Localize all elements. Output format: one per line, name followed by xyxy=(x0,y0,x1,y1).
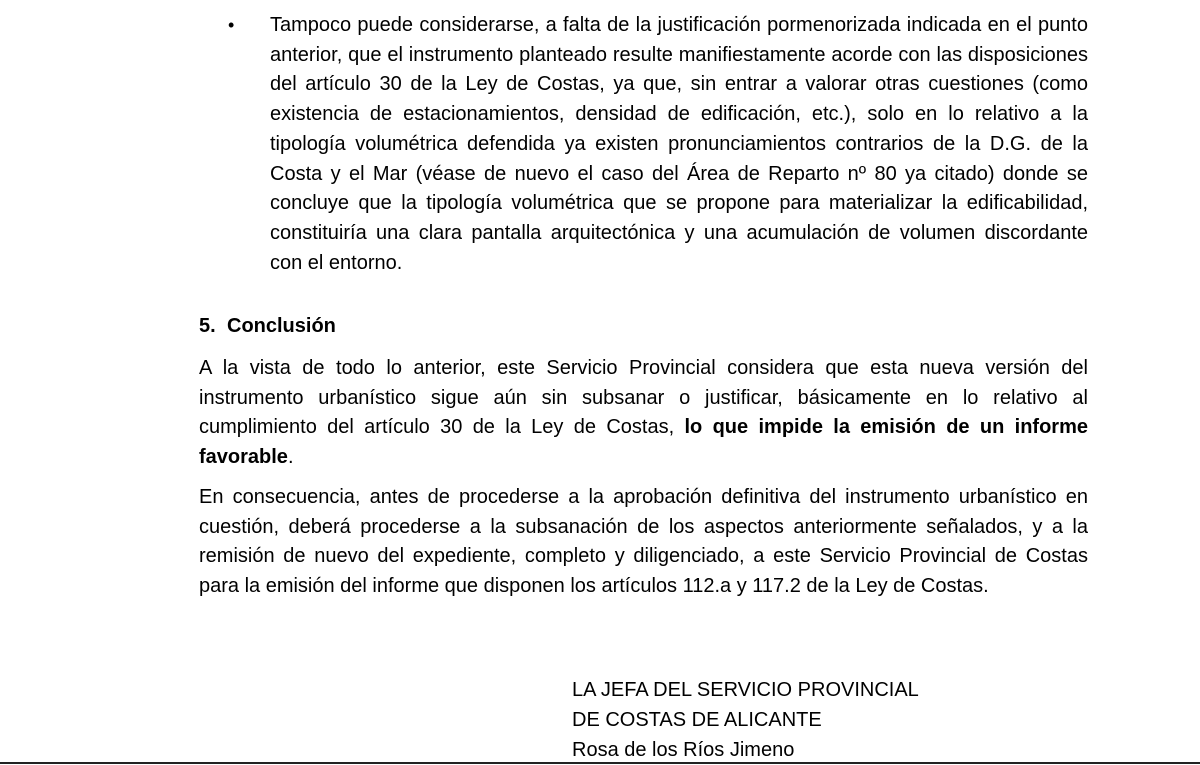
conclusion-paragraph-1 xyxy=(199,354,1088,473)
conclusion-bold-statement: lo que impide la emisión de un informe favorable xyxy=(199,416,1088,469)
page-bottom-divider xyxy=(0,762,1200,764)
signature-title-line-1: LA JEFA DEL SERVICIO PROVINCIAL xyxy=(572,679,919,701)
signature-name: Rosa de los Ríos Jimeno xyxy=(572,739,795,761)
section-heading xyxy=(199,312,336,340)
conclusion-text: A la vista de todo lo anterior, este Servicio Provincial considera que esta nueva versión del instrumento urbanístico sigue aún sin subsanar o justificar, básicamente en lo relativo al cumplimiento del artículo 30 de la Ley de Costas, xyxy=(199,357,1088,439)
section-title: Conclusión xyxy=(227,315,336,337)
conclusion-paragraph-2: En consecuencia, antes de procederse a la aprobación definitiva del instrumento urbanístico en cuestión, deberá procederse a la subsanación de los aspectos anteriormente señalados, y a la remisión de nuevo del expediente, completo y diligenciado, a este Servicio Provincial de Costas para la emisión del informe que disponen los artículos 112.a y 117.2 de la Ley de Costas. xyxy=(199,486,1088,598)
signature-title-line-2: DE COSTAS DE ALICANTE xyxy=(572,709,822,731)
conclusion-end: . xyxy=(287,446,294,469)
section-number: 5. xyxy=(199,315,216,337)
bullet-paragraph: Tampoco puede considerarse, a falta de la justificación pormenorizada indicada en el punto anterior, que el instrumento planteado resulte manifiestamente acorde con las disposiciones del artículo 30 de la Ley de Costas, ya que, sin entrar a valorar otras cuestiones (como existencia de estacionamientos, densidad de edificación, etc.), solo en lo relativo a la tipología volumétrica defendida ya existen pronunciamientos contrarios de la D.G. de la Costa y el Mar (véase de nuevo el caso del Área de Reparto nº 80 ya citado) donde se concluye que la tipología volumétrica que se propone para materializar la edificabilidad, constituiría una clara pantalla arquitectónica y una acumulación de volumen discordante con el entorno. xyxy=(270,14,1088,274)
bullet-point: • xyxy=(228,15,235,35)
signature-block xyxy=(572,675,919,765)
